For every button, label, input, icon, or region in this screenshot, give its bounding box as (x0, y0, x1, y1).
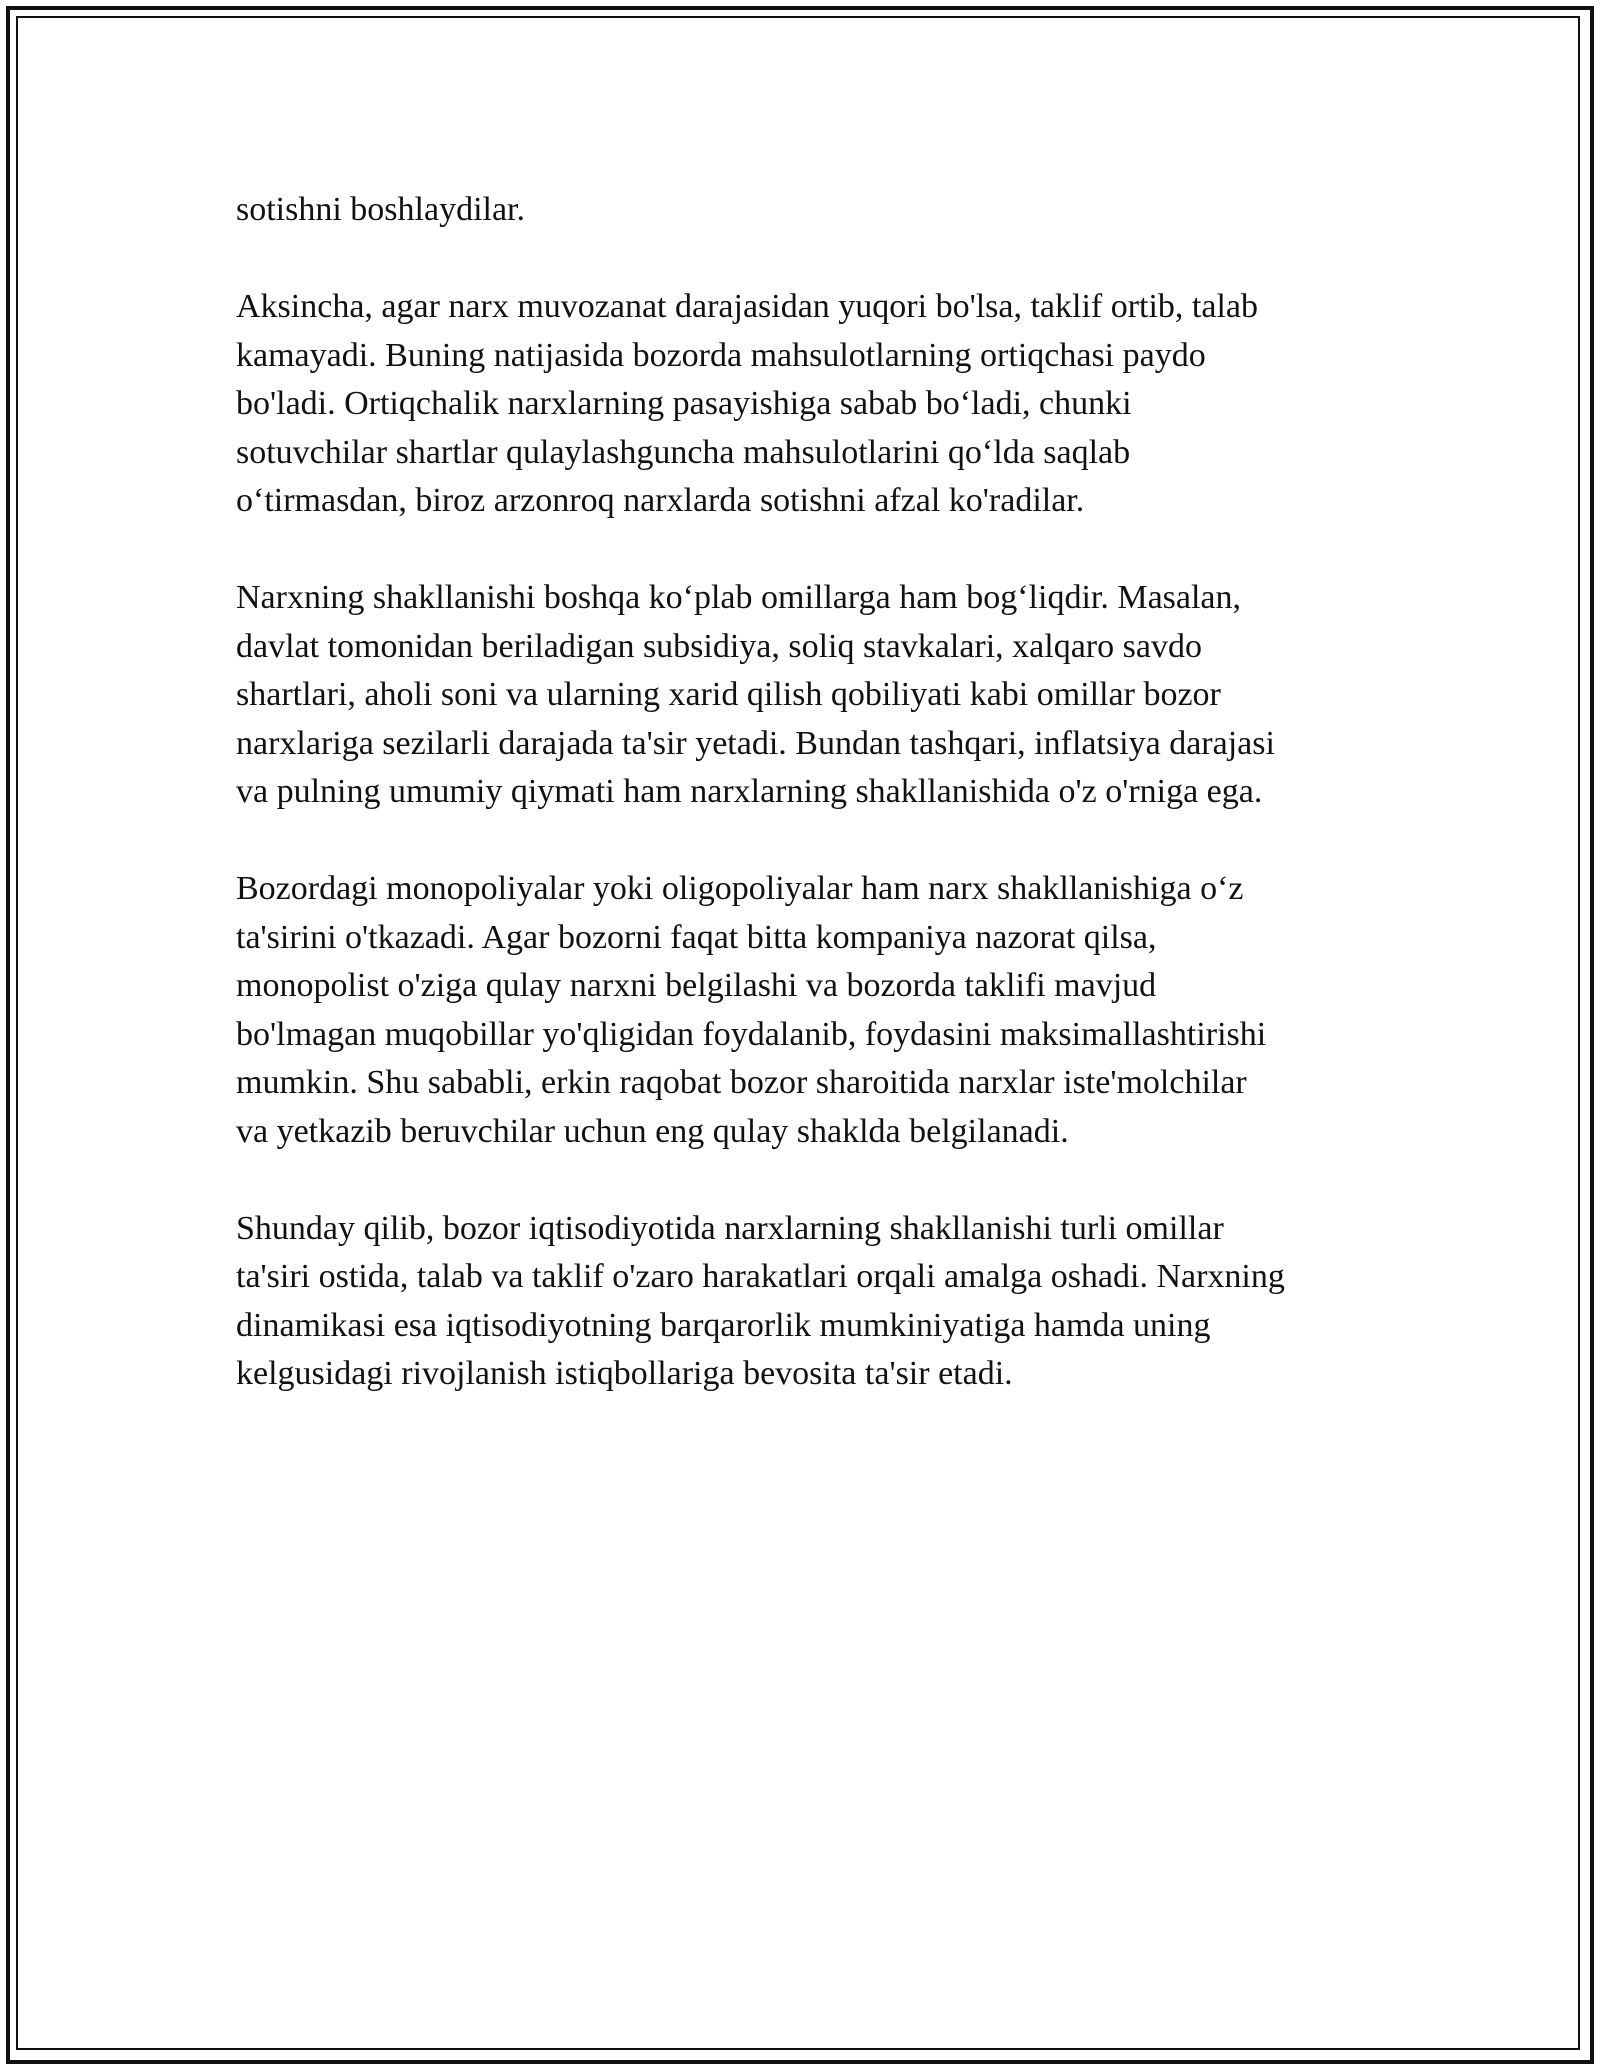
paragraph-3: Narxning shakllanishi boshqa ko‘plab omillarga ham bog‘liqdir. Masalan, davlat tomonidan beriladigan subsidiya, soliq stavkalari, xalqaro savdo shartlari, aholi soni va ularning xarid qilish qobiliyati kabi omillar bozor narxlariga sezilarli darajada ta'sir yetadi. Bundan tashqari, inflatsiya darajasi va pulning umumiy qiymati ham narxlarning shakllanishida o'z o'rniga ega. (236, 579, 1275, 810)
document-body (236, 186, 1376, 1447)
paragraph-1: sotishni boshlaydilar. (236, 191, 525, 228)
paragraph-2: Aksincha, agar narx muvozanat darajasidan yuqori bo'lsa, taklif ortib, talab kamayadi. Buning natijasida bozorda mahsulotlarning ortiqchasi paydo bo'ladi. Ortiqchalik narxlarning pasayishiga sabab bo‘ladi, chunki sotuvchilar shartlar qulaylashguncha mahsulotlarini qo‘lda saqlab o‘tirmasdan, biroz arzonroq narxlarda sotishni afzal ko'radilar. (236, 288, 1259, 519)
paragraph-4: Bozordagi monopoliyalar yoki oligopoliyalar ham narx shakllanishiga o‘z ta'sirini o'tkazadi. Agar bozorni faqat bitta kompaniya nazorat qilsa, monopolist o'ziga qulay narxni belgilashi va bozorda taklifi mavjud bo'lmagan muqobillar yo'qligidan foydalanib, foydasini maksimallashtirishi mumkin. Shu sababli, erkin raqobat bozor sharoitida narxlar iste'molchilar va yetkazib beruvchilar uchun eng qulay shaklda belgilanadi. (236, 870, 1267, 1150)
paragraph-5: Shunday qilib, bozor iqtisodiyotida narxlarning shakllanishi turli omillar ta'siri ostida, talab va taklif o'zaro harakatlari orqali amalga oshadi. Narxning dinamikasi esa iqtisodiyotning barqarorlik mumkiniyatiga hamda uning kelgusidagi rivojlanish istiqbollariga bevosita ta'sir etadi. (236, 1209, 1285, 1392)
